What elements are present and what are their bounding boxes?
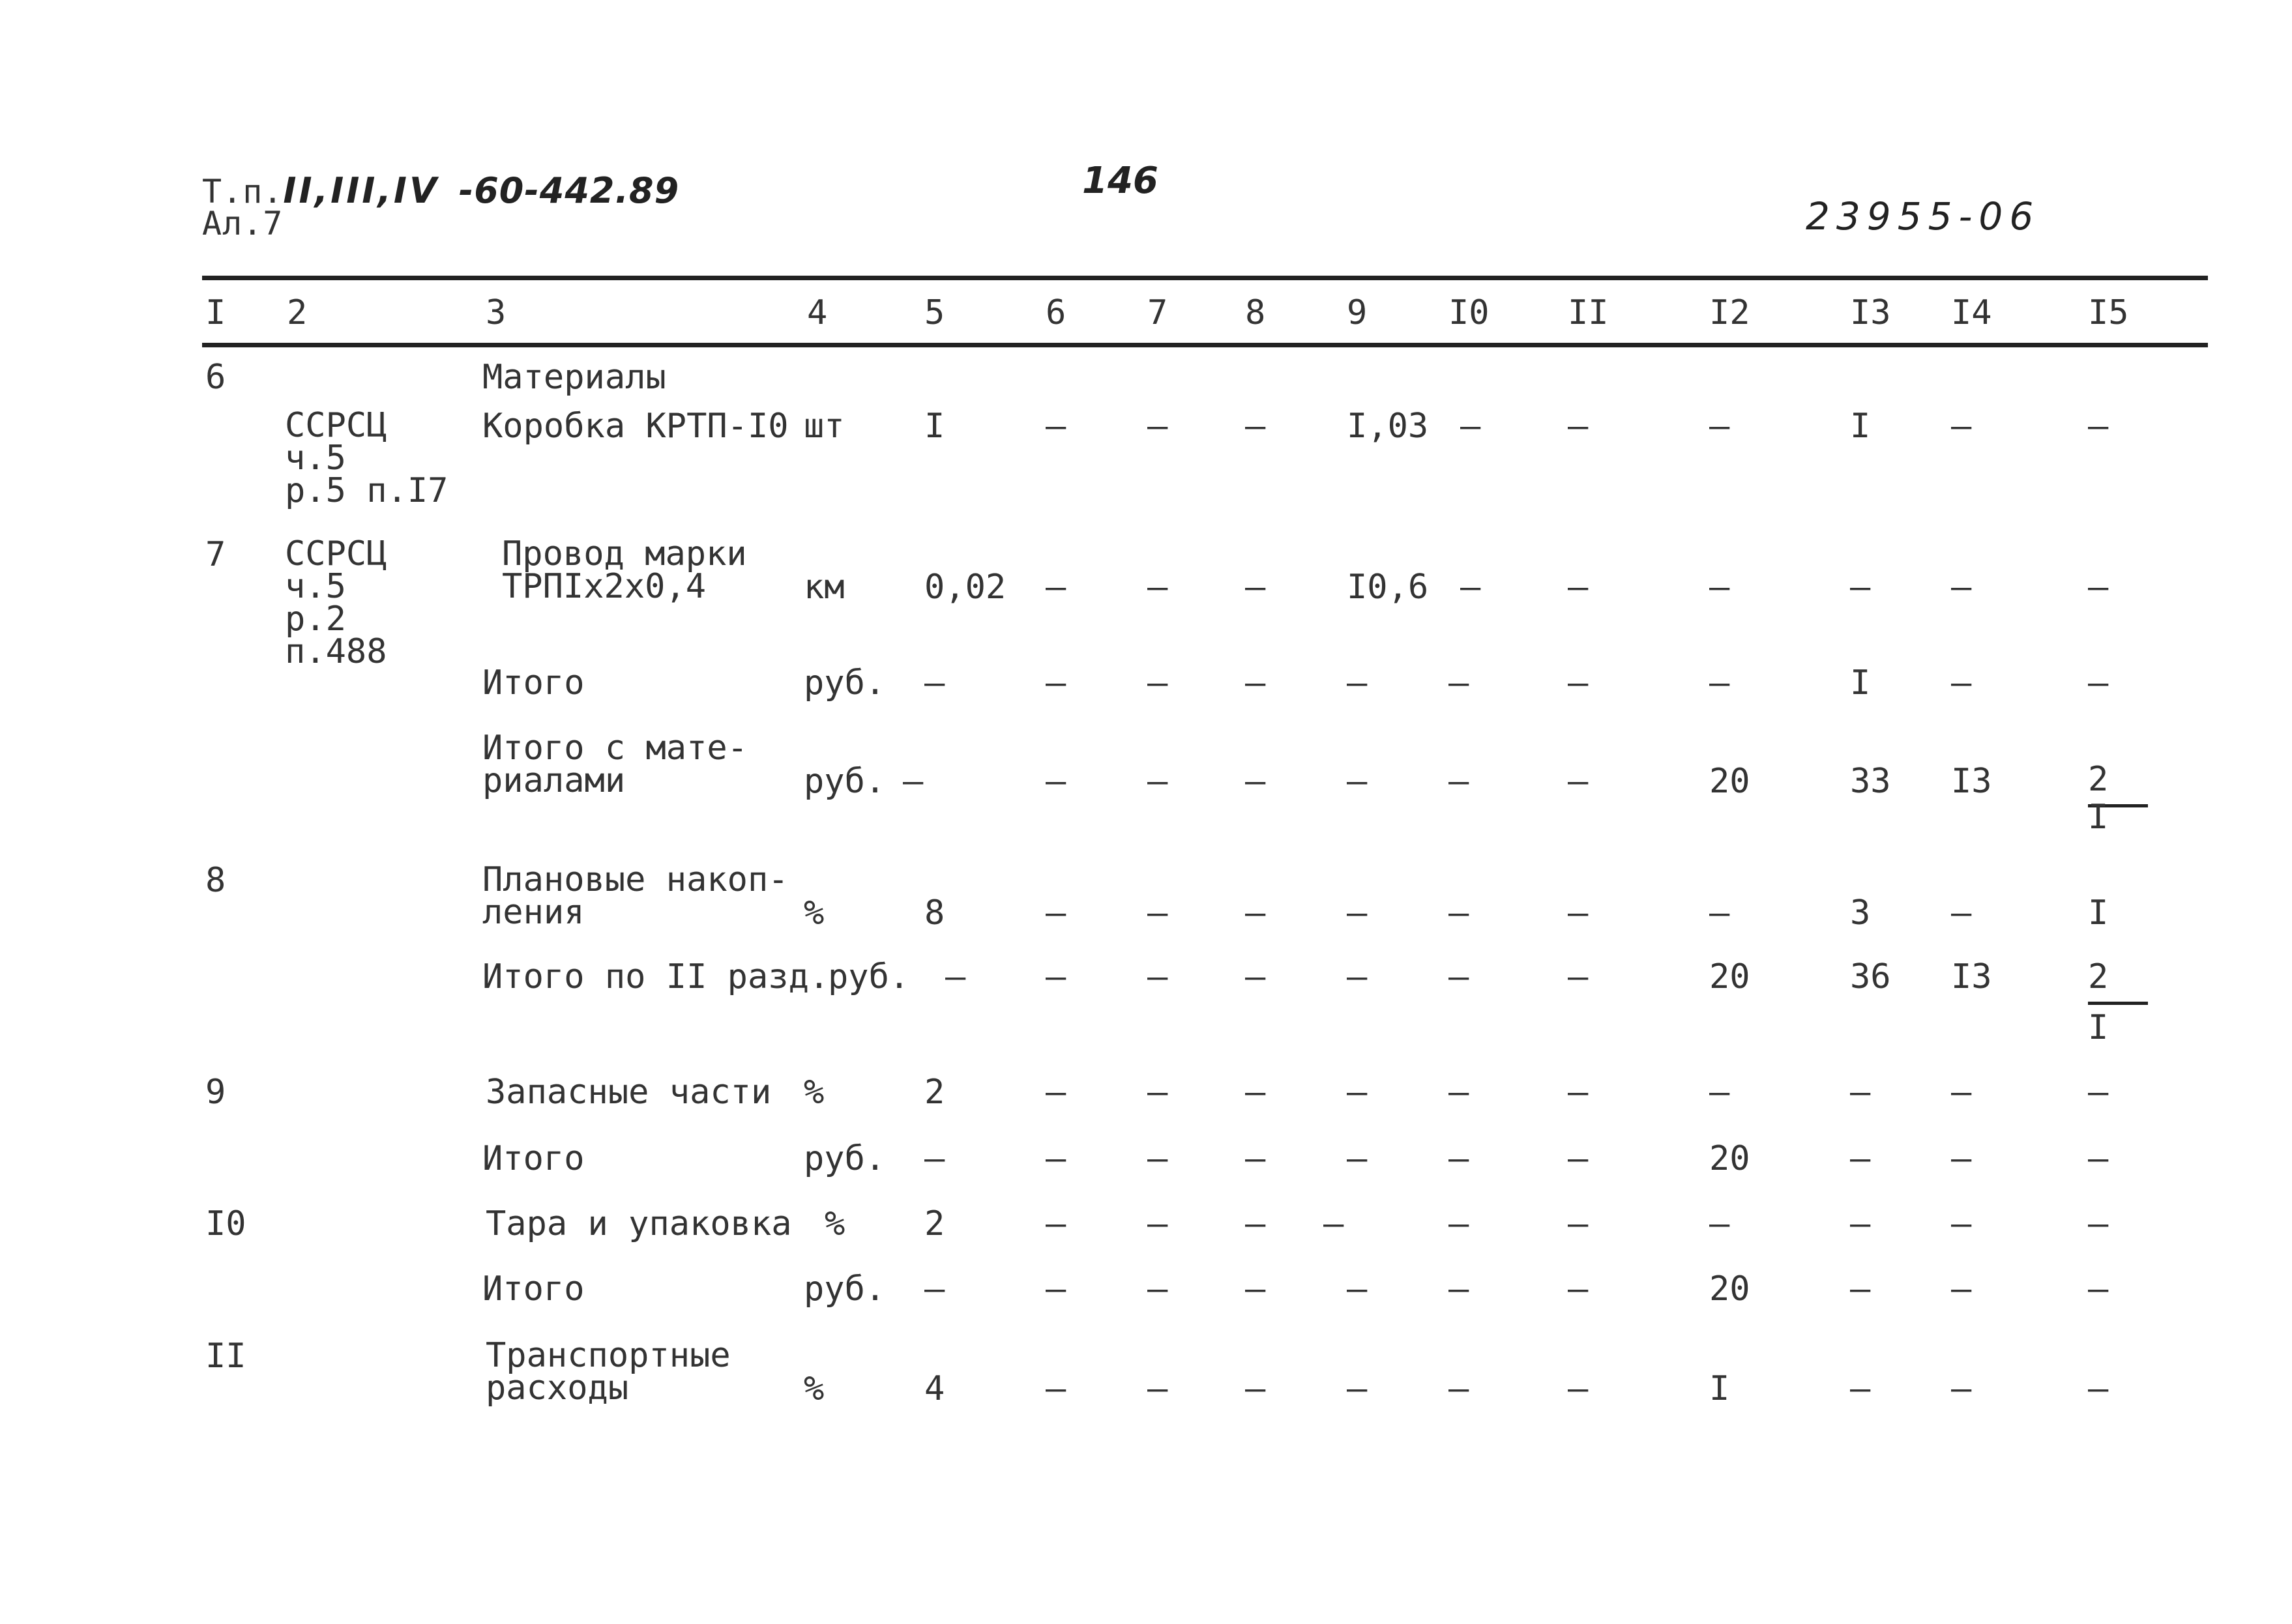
cell: – — [1046, 1139, 1066, 1178]
row-number: 6 — [205, 358, 226, 397]
cell: I0,6 — [1347, 568, 1429, 607]
cell: – — [1568, 957, 1589, 996]
cell: – — [1568, 893, 1589, 933]
col-header-13: I3 — [1850, 293, 1891, 332]
cell: – — [1448, 1369, 1469, 1408]
cell: – — [1568, 762, 1589, 801]
cell: – — [1347, 1369, 1368, 1408]
cell: – — [1850, 1073, 1871, 1112]
cell: – — [1046, 568, 1066, 607]
doc-ref-code: -60-442.89 — [458, 170, 680, 211]
cell: I3 — [1951, 957, 1992, 996]
cell: – — [1347, 1073, 1368, 1112]
unit: % — [804, 1073, 825, 1112]
cell: – — [1046, 1269, 1066, 1309]
cell: – — [1245, 1204, 1266, 1243]
cell: – — [1568, 568, 1589, 607]
cell: 3 — [1850, 893, 1871, 933]
cell: – — [1046, 407, 1066, 446]
cell: – — [1709, 663, 1730, 703]
item-name: Итого — [482, 1269, 585, 1309]
cell: – — [1709, 1204, 1730, 1243]
doc-ref-line2: Ал.7 — [202, 205, 284, 242]
cell: – — [1448, 1073, 1469, 1112]
cell: – — [1448, 893, 1469, 933]
cell: – — [1245, 407, 1266, 446]
price-source: ССРСЦ ч.5 р.5 п.I7 — [285, 406, 448, 510]
cell: – — [1951, 568, 1972, 607]
unit: руб. — [828, 957, 910, 996]
cell: – — [1850, 1204, 1871, 1243]
cell: – — [1951, 1269, 1972, 1309]
unit: % — [804, 1369, 825, 1408]
col-header-10: I0 — [1448, 293, 1490, 332]
cell: – — [1850, 1369, 1871, 1408]
cell: – — [1347, 1269, 1368, 1309]
item-name: Итого — [482, 663, 585, 703]
col-header-9: 9 — [1347, 293, 1368, 332]
cell: – — [1245, 762, 1266, 801]
cell: – — [1951, 663, 1972, 703]
row-number: II — [205, 1337, 246, 1376]
row-number: 7 — [205, 535, 226, 574]
page-number: 146 — [1082, 160, 1158, 202]
cell: I — [2088, 893, 2109, 933]
quantity: – — [924, 663, 945, 703]
cell: – — [2088, 1369, 2109, 1408]
col-header-11: II — [1568, 293, 1609, 332]
doc-ref-roman: II,III,IV — [283, 170, 439, 211]
item-name: Провод марки ТРПIх2х0,4 — [502, 534, 747, 606]
row-number: 9 — [205, 1073, 226, 1112]
cell: – — [1046, 1369, 1066, 1408]
col-header-3: 3 — [486, 293, 507, 332]
cell: I3 — [1951, 762, 1992, 801]
cell: – — [2088, 1204, 2109, 1243]
col-header-12: I2 — [1709, 293, 1750, 332]
cell: – — [1709, 893, 1730, 933]
col-header-5: 5 — [924, 293, 945, 332]
cell: – — [1850, 568, 1871, 607]
item-name: Материалы — [482, 358, 666, 397]
cell: – — [1147, 893, 1168, 933]
doc-ref-prefix: Т.п. — [202, 173, 284, 210]
cell: – — [1448, 1139, 1469, 1178]
cell: – — [2088, 663, 2109, 703]
quantity: – — [924, 1269, 945, 1309]
cell: – — [1147, 762, 1168, 801]
cell: – — [1245, 1139, 1266, 1178]
unit: руб. — [804, 1269, 886, 1309]
unit: % — [825, 1204, 845, 1243]
fraction-denominator: I — [2088, 1008, 2109, 1047]
cell: 20 — [1709, 1269, 1750, 1309]
cell: – — [1245, 568, 1266, 607]
cell: – — [2088, 407, 2109, 446]
table-header-rule — [202, 343, 2208, 347]
col-header-8: 8 — [1245, 293, 1266, 332]
cell: – — [1147, 1139, 1168, 1178]
cell: – — [1046, 893, 1066, 933]
cell: – — [1448, 957, 1469, 996]
unit: км — [804, 568, 845, 607]
item-name: Плановые накоп- ления — [482, 860, 789, 932]
quantity: – — [924, 1139, 945, 1178]
cell: – — [1951, 893, 1972, 933]
cell: I,03 — [1347, 407, 1429, 446]
cell: – — [1850, 1139, 1871, 1178]
cell: – — [1245, 1073, 1266, 1112]
cell: – — [1460, 407, 1481, 446]
quantity: 4 — [924, 1369, 945, 1408]
cell: – — [2088, 1073, 2109, 1112]
cell: – — [1245, 957, 1266, 996]
cell: – — [1448, 1204, 1469, 1243]
item-name: Итого — [482, 1139, 585, 1178]
fraction-numerator: 2 — [2088, 760, 2109, 799]
cell: – — [1245, 1269, 1266, 1309]
unit: руб. — [804, 1139, 886, 1178]
cell: 20 — [1709, 1139, 1750, 1178]
cell: – — [1147, 1204, 1168, 1243]
cell: I — [1850, 663, 1871, 703]
price-source: ССРСЦ ч.5 р.2 п.488 — [285, 534, 387, 671]
cell: – — [1347, 893, 1368, 933]
cell: – — [2088, 568, 2109, 607]
cell: – — [1709, 568, 1730, 607]
cell: – — [1951, 1139, 1972, 1178]
cell: – — [1709, 1073, 1730, 1112]
quantity: – — [945, 957, 966, 996]
cell: – — [1347, 762, 1368, 801]
row-number: I0 — [205, 1204, 246, 1243]
item-name: Коробка КРТП-I0 — [482, 407, 789, 446]
quantity: 0,02 — [924, 568, 1006, 607]
item-name: Итого по II разд. — [482, 957, 830, 996]
quantity: 8 — [924, 893, 945, 933]
cell: – — [1323, 1204, 1344, 1243]
cell: – — [1709, 407, 1730, 446]
cell: – — [1046, 762, 1066, 801]
quantity: 2 — [924, 1073, 945, 1112]
quantity: 2 — [924, 1204, 945, 1243]
col-header-2: 2 — [287, 293, 308, 332]
col-header-7: 7 — [1147, 293, 1168, 332]
cell: – — [1046, 957, 1066, 996]
cell: – — [1850, 1269, 1871, 1309]
cell: – — [1568, 407, 1589, 446]
col-header-14: I4 — [1951, 293, 1992, 332]
item-name: Итого с мате- риалами — [482, 729, 748, 800]
cell: – — [1147, 957, 1168, 996]
fraction-numerator: 2 — [2088, 957, 2109, 996]
unit: % — [804, 893, 825, 933]
col-header-15: I5 — [2088, 293, 2129, 332]
row-number: 8 — [205, 861, 226, 900]
fraction-denominator: I — [2088, 798, 2109, 837]
item-name: Транспортные расходы — [486, 1336, 731, 1408]
cell: I — [1709, 1369, 1730, 1408]
cell: – — [2088, 1269, 2109, 1309]
cell: – — [1347, 957, 1368, 996]
cell: – — [1568, 1269, 1589, 1309]
cell: – — [1147, 407, 1168, 446]
cell: – — [1568, 1073, 1589, 1112]
cell: – — [1951, 1369, 1972, 1408]
unit: руб. — [804, 663, 886, 703]
cell: – — [1951, 407, 1972, 446]
cell: – — [1951, 1204, 1972, 1243]
fraction-bar — [2088, 1002, 2148, 1005]
cell: 33 — [1850, 762, 1891, 801]
cell: – — [1245, 663, 1266, 703]
unit: шт — [804, 407, 845, 446]
cell: – — [1046, 1073, 1066, 1112]
cell: – — [2088, 1139, 2109, 1178]
cell: – — [1568, 663, 1589, 703]
cell: – — [1568, 1204, 1589, 1243]
cell: 20 — [1709, 957, 1750, 996]
quantity: I — [924, 407, 945, 446]
unit: руб. — [804, 762, 886, 801]
cell: 36 — [1850, 957, 1891, 996]
cell: – — [1245, 1369, 1266, 1408]
cell: – — [1147, 568, 1168, 607]
cell: – — [1448, 762, 1469, 801]
cell: – — [1046, 1204, 1066, 1243]
item-name: Запасные части — [486, 1073, 772, 1112]
quantity: – — [903, 762, 924, 801]
item-name: Тара и упаковка — [486, 1204, 792, 1243]
cell: – — [1147, 1369, 1168, 1408]
cell: – — [1347, 663, 1368, 703]
col-header-1: I — [205, 293, 226, 332]
cell: – — [1460, 568, 1481, 607]
doc-ref-line1 — [202, 170, 680, 211]
cell: 20 — [1709, 762, 1750, 801]
cell: – — [1245, 893, 1266, 933]
cell: I — [1850, 407, 1871, 446]
col-header-4: 4 — [807, 293, 828, 332]
cell: – — [1147, 1269, 1168, 1309]
doc-code: 23955-06 — [1806, 194, 2040, 239]
cell: – — [1046, 663, 1066, 703]
cell: – — [1147, 1073, 1168, 1112]
cell: – — [1448, 1269, 1469, 1309]
cell: – — [1568, 1369, 1589, 1408]
cell: – — [1448, 663, 1469, 703]
cell: – — [1568, 1139, 1589, 1178]
table-top-rule — [202, 276, 2208, 280]
cell: – — [1951, 1073, 1972, 1112]
col-header-6: 6 — [1046, 293, 1066, 332]
cell: – — [1147, 663, 1168, 703]
cell: – — [1347, 1139, 1368, 1178]
